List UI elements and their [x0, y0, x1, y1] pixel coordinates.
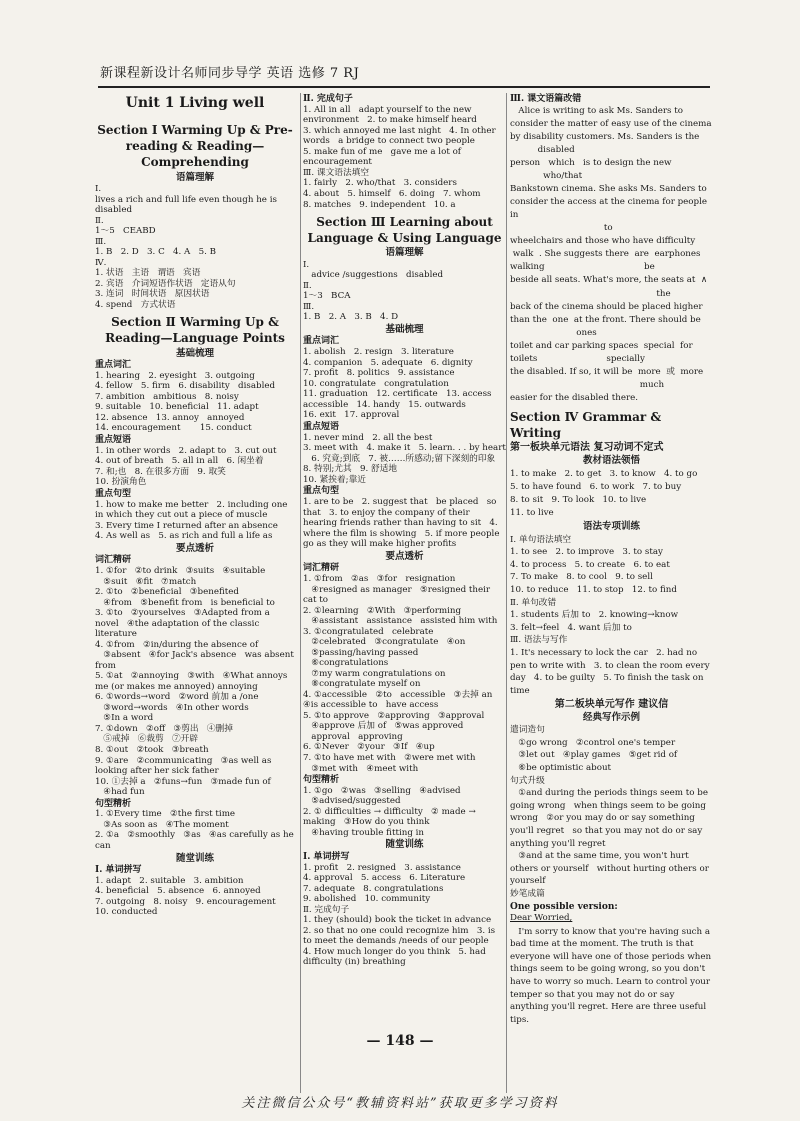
column-3: [506, 93, 713, 1093]
text-line: Ⅲ. 语法与写作: [510, 635, 568, 646]
text-line: 1. B 2. D 3. C 4. A 5. B: [95, 247, 217, 258]
header-rule: [98, 86, 710, 88]
text-line: 7. outgoing 8. noisy 9. encouragement: [95, 896, 276, 907]
text-line: 7. To make 8. to cool 9. to sell: [510, 572, 653, 583]
text-line: much: [510, 379, 665, 390]
vocab-study-answers: [95, 566, 295, 797]
text-line: 2. ① difficulties → difficulty ② made → making ③How do you think: [303, 806, 479, 828]
text-line: 7. ①to have met with ②were met with: [303, 752, 476, 763]
text-line: 4. ①accessible ②to accessible ③去掉 an ④is accessible to have access: [303, 689, 501, 711]
s3-sentence-analysis-label: 句型精析: [303, 775, 340, 786]
s3-vocab-study-answers: [303, 574, 506, 774]
complete-sentences-answers: [303, 105, 506, 210]
text-line: ⑤戒掉 ⑥裁剪 ⑦开辟: [95, 734, 199, 745]
s3-phrases-label: 重点短语: [303, 421, 340, 432]
text-line: 8. matches 9. independent 10. a: [303, 199, 456, 210]
text-line: 9. suitable 10. beneficial 11. adapt: [95, 402, 259, 413]
sentence-analysis-answers: [95, 809, 295, 851]
text-line: 5. make fun of me gave me a lot of encouragement: [303, 146, 464, 168]
text-line: ④resigned as manager ⑤resigned their cat to: [303, 584, 493, 606]
text-line: ③met with ④meet with: [303, 763, 419, 774]
text-line: 4. As well as 5. as rich and full a life as: [95, 531, 273, 542]
text-line: 4. companion 5. adequate 6. dignity: [303, 357, 473, 368]
text-line: Ⅲ.: [95, 236, 107, 247]
key-phrases-label: 重点短语: [95, 435, 132, 445]
section-3-subtitle: 语篇理解: [385, 247, 424, 259]
spelling-label: Ⅰ. 单词拼写: [95, 865, 142, 875]
text-line: 1. profit 2. resigned 3. assistance: [303, 862, 461, 873]
text-line: 7. profit 8. politics 9. assistance: [303, 368, 455, 379]
text-line: wheelchairs and those who have difficulty: [510, 236, 696, 247]
text-line: 11. to live: [510, 508, 554, 519]
text-line: ④had fun: [95, 787, 145, 798]
text-line: ②celebrated ③congratulate ④on: [303, 637, 466, 648]
writing-answers: [510, 724, 713, 901]
text-line: 1. 状语 主语 谓语 宾语: [95, 268, 201, 279]
text-line: ④assistant assistance assisted him with: [303, 616, 498, 627]
column-1: [95, 93, 295, 1093]
text-line: ①go wrong ②control one's temper: [510, 737, 676, 748]
text-line: 5. ①at ②annoying ③with ④What annoys me (or makes me annoyed) annoying: [95, 671, 291, 692]
text-line: ⑤passing/having passed: [303, 647, 419, 658]
text-line: Ⅱ.: [95, 215, 104, 226]
text-line: 1. never mind 2. all the best: [303, 432, 433, 443]
text-line: walking be: [510, 262, 655, 273]
text-line: 4. approval 5. access 6. Literature: [303, 873, 466, 884]
vocab-study-label: 词汇精研: [95, 555, 132, 566]
text-line: who/that: [510, 171, 583, 182]
text-line: the disabled. If so, it will be more 或 more: [510, 366, 704, 377]
spelling-answers: [95, 876, 295, 918]
text-line: 1～5 CEABD: [95, 226, 156, 237]
text-line: 2. ①a ②smoothly ③as ④as carefully as he can: [95, 830, 297, 851]
text-line: 4. beneficial 5. absence 6. annoyed: [95, 886, 261, 897]
text-line: beside all seats. What's more, the seats at ∧: [510, 275, 708, 286]
text-line: ones: [510, 327, 597, 338]
passage-correction-label: Ⅲ. 课文语篇改错: [510, 94, 582, 104]
grammar-subtitle: 教材语法领悟: [582, 455, 640, 467]
text-line: Ⅱ.: [303, 280, 312, 291]
text-line: 1. hearing 2. eyesight 3. outgoing: [95, 370, 255, 381]
footer-note: 关注微信公众号“教辅资料站”获取更多学习资料: [241, 1096, 559, 1111]
s3-vocab-study-label: 词汇精研: [303, 563, 340, 574]
practice-subtitle: 随堂训练: [175, 852, 214, 864]
section-2-title: Section Ⅱ Warming Up & Reading—Language Points: [105, 315, 285, 346]
letter-body: I'm sorry to know that you're having such a bad time at the moment. The truth is that everyone will have one of those periods when things seem to be going wrong, so you don't have to worry so much. Learn to control your temper so that you may not do or say anything you'll regret. Here are three useful tips.: [510, 926, 714, 1025]
text-line: ⑤suit ⑥fit ⑦match: [95, 576, 197, 587]
text-line: 7. 和;也 8. 在很多方面 9. 取笑: [95, 466, 226, 477]
text-line: Ⅰ. 单句语法填空: [510, 534, 572, 545]
text-line: 2. ①learning ②With ③performing: [303, 605, 462, 616]
s3-sentences-answers: [303, 497, 506, 550]
text-line: 1. fairly 2. who/that 3. considers: [303, 178, 457, 189]
text-line: 3. which annoyed me last night 4. In other words a bridge to connect two people: [303, 125, 499, 147]
grammar-training-answers: [510, 534, 713, 698]
key-sentences-label: 重点句型: [95, 488, 132, 499]
text-line: 2. ①to ②beneficial ③benefited: [95, 587, 239, 598]
text-line: ⑥congratulations: [303, 658, 389, 669]
text-line: ④from ⑤benefit from is beneficial to: [95, 597, 275, 608]
text-line: 句式升级: [510, 775, 545, 786]
text-line: ①and during the periods things seem to be going wrong when things seem to be going wrong ②or you may do or say something you'll regret so that you may not do or say anything you'll regret: [510, 788, 711, 849]
section-1-answers: [95, 184, 295, 310]
text-line: 7. ①down ②off ③剪出 ④删掉: [95, 723, 233, 734]
text-line: 遣词造句: [510, 725, 545, 736]
text-line: ③word→words ④In other words: [95, 702, 249, 713]
s3-practice-subtitle: 随堂训练: [385, 839, 424, 851]
text-line: 10. 扮演角色: [95, 477, 147, 488]
text-line: 7. ambition ambitious 8. noisy: [95, 391, 239, 402]
letter-salutation: Dear Worried,: [510, 913, 573, 924]
text-line: Bankstown cinema. She asks Ms. Sanders to consider the access at the cinema for people in: [510, 184, 710, 221]
section-1-subtitle: 语篇理解: [175, 171, 214, 183]
text-line: 1. ①for ②to drink ③suits ④suitable: [95, 566, 266, 577]
text-line: 4. fellow 5. firm 6. disability disabled: [95, 381, 276, 392]
text-line: 9. ①are ②communicating ③as well as looking after her sick father: [95, 755, 275, 777]
writing-subtitle: 经典写作示例: [582, 711, 640, 723]
s3-vocab-answers: [303, 347, 506, 421]
page-number: — 148 —: [366, 1033, 434, 1049]
text-line: ④having trouble fitting in: [303, 827, 425, 838]
text-line: 1. B 2. A 3. B 4. D: [303, 312, 399, 323]
text-line: 8. to sit 9. To look 10. to live: [510, 495, 647, 505]
running-header: 新课程新设计名师同步导学 英语 选修 7 RJ: [100, 66, 360, 81]
text-line: 4. about 5. himself 6. doing 7. whom: [303, 189, 481, 199]
text-line: 7. adequate 8. congratulations: [303, 883, 444, 894]
text-line: 1. ①go ②was ③selling ④advised: [303, 785, 461, 796]
text-line: ④approve 后加 of ⑤was approved: [303, 721, 464, 732]
possible-version-label: One possible version:: [510, 901, 618, 912]
text-line: 2. so that no one could recognize him 3. is to meet the demands /needs of our people: [303, 925, 498, 947]
text-line: easier for the disabled there.: [510, 392, 639, 403]
text-line: ⑧congratulate myself on: [303, 679, 421, 690]
key-sentences-answers: [95, 500, 295, 542]
text-line: 1. how to make me better 2. including one in which they cut out a piece of muscle: [95, 499, 291, 521]
text-line: 1. are to be 2. suggest that be placed so that 3. to enjoy the company of their hearing friends rather than having to sit 4. where the film is showing 5. if more people go as they will make higher profits: [303, 497, 503, 550]
s3-practice-answers: [303, 863, 506, 968]
text-line: 3. ①to ②yourselves ③Adapted from a novel ④the adaptation of the classic literature: [95, 608, 273, 640]
text-line: to: [510, 223, 613, 234]
section-3-reading-answers: [303, 260, 506, 323]
text-line: toilets specially: [510, 353, 645, 364]
text-line: 3. felt→feel 4. want 后加 to: [510, 622, 632, 633]
section-3-title: Section Ⅲ Learning about Language & Using Language: [307, 215, 502, 246]
grammar-answers: [510, 468, 713, 520]
text-line: Alice is writing to ask Ms. Sanders to consider the matter of easy use of the cinema by disability customers. Ms. Sanders is the: [510, 105, 715, 142]
column-2: [300, 93, 506, 1093]
unit-title: Unit 1 Living well: [125, 95, 265, 111]
text-line: Ⅱ. 单句改错: [510, 597, 557, 608]
section-1-title: Section Ⅰ Warming Up & Pre-reading & Reading—Comprehending: [97, 122, 293, 170]
text-line: 1. students 后加 to 2. knowing→know: [510, 610, 679, 621]
text-line: 4. How much longer do you think 5. had difficulty (in) breathing: [303, 946, 489, 968]
text-line: 1. ①Every time ②the first time: [95, 809, 236, 820]
text-line: 12. absence 13. annoy annoyed: [95, 412, 245, 423]
text-line: disabled: [510, 145, 575, 156]
text-line: 10. to reduce 11. to stop 12. to find: [510, 585, 677, 596]
text-line: Ⅱ. 完成句子: [303, 904, 350, 915]
s3-sentences-label: 重点句型: [303, 486, 340, 497]
text-line: Ⅰ.: [303, 259, 310, 270]
text-line: 4. ①from ②in/during the absence of: [95, 639, 259, 650]
grammar-block-heading: 第一板块单元语法 复习动词不定式: [510, 442, 664, 454]
text-line: 10. congratulate congratulation: [303, 378, 449, 389]
key-vocab-answers: [95, 371, 295, 434]
key-points-subtitle: 要点透析: [175, 542, 214, 554]
text-line: ③and at the same time, you won't hurt others or yourself without hurting others or yourself: [510, 851, 712, 887]
text-line: 1. to see 2. to improve 3. to stay: [510, 547, 663, 558]
text-line: Ⅳ.: [95, 257, 107, 268]
text-line: 1. ①from ②as ③for resignation: [303, 574, 456, 585]
text-line: 6. ①Never ②your ③If ④up: [303, 742, 435, 753]
text-line: Ⅲ.: [303, 301, 315, 312]
text-line: 10. ①去掉 a ②funs→fun ③made fun of: [95, 776, 271, 787]
text-line: walk . She suggests there are earphones: [510, 249, 701, 260]
text-line: ⑤In a word: [95, 713, 154, 724]
text-line: 3. 连词 时间状语 原因状语: [95, 289, 210, 300]
text-line: 1. All in all adapt yourself to the new environment 2. to make himself heard: [303, 104, 477, 126]
text-line: 妙笔成篇: [510, 889, 545, 899]
text-line: 6. ①words→word ②word 前加 a /one: [95, 692, 259, 703]
section-4-title: Section Ⅳ Grammar & Writing: [510, 409, 662, 441]
text-line: 1. adapt 2. suitable 3. ambition: [95, 875, 244, 886]
text-line: ⑦my warm congratulations on: [303, 668, 446, 679]
text-line: 10. conducted: [95, 907, 158, 918]
s3-sentence-analysis-answers: [303, 786, 506, 839]
text-line: ③let out ④play games ⑤get rid of: [510, 750, 678, 761]
text-line: 6. 究竟;到底 7. 被……所感动;留下深刻的印象 8. 特别;尤其 9. 舒适地: [303, 453, 504, 475]
text-line: 3. meet with 4. make it 5. learn. . . by heart: [303, 443, 506, 454]
section-2-subtitle: 基础梳理: [175, 347, 214, 359]
s3-vocab-label: 重点词汇: [303, 336, 340, 347]
key-vocab-label: 重点词汇: [95, 360, 132, 371]
text-line: 1. abolish 2. resign 3. literature: [303, 347, 454, 358]
text-line: ⑥be optimistic about: [510, 762, 612, 773]
text-line: ③absent ④for Jack's absence was absent from: [95, 650, 297, 671]
section-3-basics-subtitle: 基础梳理: [385, 323, 424, 335]
grammar-training-subtitle: 语法专项训练: [582, 521, 640, 533]
s3-phrases-answers: [303, 433, 506, 486]
text-line: 1. to make 2. to get 3. to know 4. to go: [510, 468, 698, 479]
text-line: Ⅲ. 课文语法填空: [303, 167, 370, 178]
text-line: 1. in other words 2. adapt to 3. cut out: [95, 445, 277, 456]
text-line: 3. Every time I returned after an absence: [95, 520, 278, 531]
text-line: 4. to process 5. to create 6. to eat: [510, 559, 670, 570]
text-line: 5. to have found 6. to work 7. to buy: [510, 481, 682, 492]
text-line: toilet and car parking spaces special for: [510, 340, 693, 351]
text-line: 1～3 BCA: [303, 291, 351, 302]
text-line: back of the cinema should be placed higher than the one at the front. There should be: [510, 301, 706, 325]
text-line: 8. ①out ②took ③breath: [95, 745, 209, 755]
text-line: 4. spend 方式状语: [95, 299, 176, 310]
text-line: ⑤advised/suggested: [303, 796, 401, 807]
text-line: 16. exit 17. approval: [303, 410, 400, 421]
text-line: 4. out of breath 5. all in all 6. 闲坐着: [95, 456, 264, 467]
text-line: 2. 宾语 介词短语作状语 定语从句: [95, 278, 236, 289]
text-line: 3. ①congratulated celebrate: [303, 626, 434, 637]
text-line: 9. abolished 10. community: [303, 894, 431, 905]
s3-keypoints-subtitle: 要点透析: [385, 550, 424, 562]
passage-correction-text: [510, 105, 713, 405]
text-line: 1. It's necessary to lock the car 2. had no pen to write with 3. to clean the room every day 4. to be guilty 5. To finish the task on time: [510, 648, 713, 696]
text-line: 1. they (should) book the ticket in advance: [303, 915, 492, 926]
text-line: lives a rich and full life even though he is disabled: [95, 194, 280, 216]
text-line: 10. 紧挨着;靠近: [303, 474, 366, 485]
key-phrases-answers: [95, 446, 295, 488]
text-line: 11. graduation 12. certificate 13. access accessible 14. handy 15. outwards: [303, 389, 495, 410]
text-line: advice /suggestions disabled: [303, 270, 444, 281]
text-line: Ⅰ.: [95, 183, 102, 194]
sentence-analysis-label: 句型精析: [95, 798, 132, 809]
s3-spelling-label: Ⅰ. 单词拼写: [303, 851, 350, 862]
text-line: person which is to design the new: [510, 158, 672, 169]
text-line: 14. encouragement 15. conduct: [95, 423, 252, 434]
text-line: 5. ①to approve ②approving ③approval: [303, 710, 485, 721]
text-line: the: [510, 288, 671, 299]
complete-sentences-label: Ⅱ. 完成句子: [303, 94, 353, 104]
text-line: ③As soon as ④The moment: [95, 819, 229, 830]
text-line: approval approving: [303, 731, 403, 742]
writing-block-heading: 第二板块单元写作 建议信: [554, 698, 669, 710]
